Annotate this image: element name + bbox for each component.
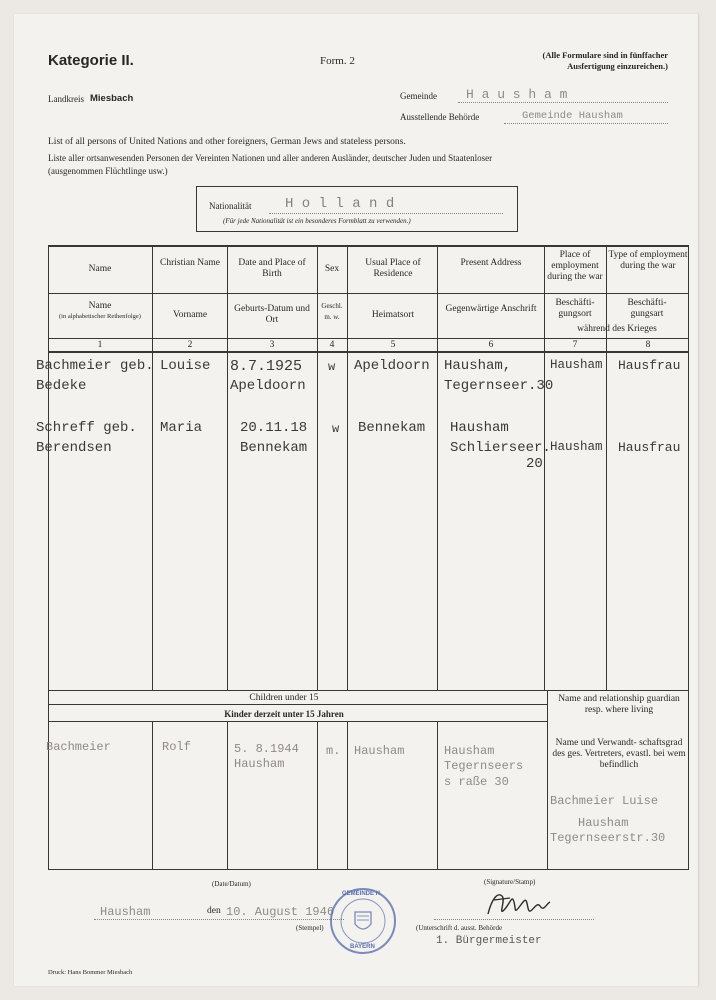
col-num-2: 2 xyxy=(187,340,193,350)
guardian-header-en: Name and relationship guardian resp. where living xyxy=(558,694,680,715)
row2-address-1: Hausham xyxy=(450,420,509,436)
during-war-label: während des Krieges xyxy=(577,324,657,334)
col-header-christian-name: Christian Name xyxy=(160,258,220,268)
signature-mark xyxy=(484,888,554,922)
col-de-address: Gegenwärtige Anschrift xyxy=(445,304,537,314)
col-de-name-note: (in alphabetischer Reihenfolge) xyxy=(59,313,141,320)
col-de-sex: Geschl. m. w. xyxy=(321,302,343,322)
official-stamp xyxy=(328,886,398,956)
nationality-note: (Für jede Nationalität ist ein besonderes Formblatt zu verwenden.) xyxy=(223,217,411,225)
child-sex: m. xyxy=(326,744,341,758)
col-header-residence: Usual Place of Residence xyxy=(365,258,421,279)
col-num-6: 6 xyxy=(488,340,494,350)
row2-name-1: Schreff geb. xyxy=(36,420,137,436)
row1-name-1: Bachmeier geb. xyxy=(36,358,154,374)
nationality-box xyxy=(196,186,518,232)
row1-employment-type: Hausfrau xyxy=(618,358,681,373)
date-label: (Date/Datum) xyxy=(212,880,251,888)
col-header-address: Present Address xyxy=(460,258,522,268)
behoerde-label: Ausstellende Behörde xyxy=(400,112,480,122)
col-num-3: 3 xyxy=(269,340,275,350)
copies-note-2: Ausfertigung einzureichen.) xyxy=(567,61,668,71)
row1-address-1: Hausham, xyxy=(444,358,512,374)
copies-note-1: (Alle Formulare sind in fünffacher xyxy=(542,50,668,60)
footer-date-value: 10. August 1946 xyxy=(226,905,335,919)
guardian-address-2: Tegernseerstr.30 xyxy=(550,831,666,845)
stamp-text-bottom: BAYERN xyxy=(350,944,375,950)
col-num-7: 7 xyxy=(572,340,578,350)
row2-employment-place: Hausham xyxy=(550,440,603,454)
form-number: Form. 2 xyxy=(320,55,355,67)
landkreis-label: Landkreis xyxy=(48,94,84,104)
child-name: Bachmeier xyxy=(46,740,111,754)
description-en: List of all persons of United Nations and other foreigners, German Jews and stateless persons. xyxy=(48,137,406,147)
row2-name-2: Berendsen xyxy=(36,440,112,456)
col-header-sex: Sex xyxy=(324,264,340,274)
col-de-employment-type: Beschäfti- gungsart xyxy=(627,298,667,319)
landkreis-value: Miesbach xyxy=(90,93,134,104)
row1-birth-place: Apeldoorn xyxy=(230,378,306,394)
guardian-header-de: Name und Verwandt- schaftsgrad des ges. Vertreters, evastl. bei wem befindlich xyxy=(552,738,686,770)
row1-name-2: Bedeke xyxy=(36,378,87,394)
gemeinde-value: H a u s h a m xyxy=(466,87,568,102)
row2-birth-date: 20.11.18 xyxy=(240,420,308,436)
children-title-de: Kinder derzeit unter 15 Jahren xyxy=(224,709,344,719)
row1-employment-place: Hausham xyxy=(550,358,603,372)
child-first-name: Rolf xyxy=(162,740,191,754)
col-header-employment-type: Type of employment during the war xyxy=(608,250,688,271)
col-de-residence: Heimatsort xyxy=(371,310,415,320)
mayor-title: 1. Bürgermeister xyxy=(436,935,542,947)
row2-first-name: Maria xyxy=(160,420,203,436)
row2-employment-type: Hausfrau xyxy=(618,440,681,455)
row1-first-name: Louise xyxy=(160,358,211,374)
col-de-name: Name xyxy=(88,301,112,311)
col-de-birth: Geburts-Datum und Ort xyxy=(234,304,310,325)
row2-residence: Bennekam xyxy=(358,420,426,436)
row2-address-3: 20 xyxy=(526,456,543,472)
row2-sex: w xyxy=(332,422,340,436)
child-address-3: s raße 30 xyxy=(444,775,509,789)
description-de-1: Liste aller ortsanwesenden Personen der Vereinten Nationen und aller anderen Ausländer, deutscher Juden und Staatenloser xyxy=(48,153,493,163)
row1-residence: Apeldoorn xyxy=(354,358,430,374)
children-title-en: Children under 15 xyxy=(249,693,319,703)
form-sheet xyxy=(14,14,699,986)
nationality-label: Nationalität xyxy=(209,201,252,211)
description-de-2: (ausgenommen Flüchtlinge usw.) xyxy=(48,166,168,176)
col-de-vorname: Vorname xyxy=(172,310,208,320)
footer-place: Hausham xyxy=(100,905,151,919)
row2-address-2: Schlierseer. xyxy=(450,440,551,456)
printer-note: Druck: Hans Bommer Miesbach xyxy=(48,969,133,976)
row1-birth-date: 8.7.1925 xyxy=(230,358,303,375)
kategorie-title: Kategorie II. xyxy=(48,52,134,69)
guardian-address-1: Hausham xyxy=(578,816,629,830)
col-header-name: Name xyxy=(88,264,112,274)
child-address-1: Hausham xyxy=(444,744,495,758)
row1-sex: w xyxy=(328,360,336,374)
row1-address-2: Tegernseer.30 xyxy=(444,378,554,394)
child-birth-place: Hausham xyxy=(234,757,285,771)
child-residence: Hausham xyxy=(354,744,405,758)
col-num-5: 5 xyxy=(390,340,396,350)
stamp-text-top: GEMEINDE H xyxy=(342,891,381,897)
authority-signature-label: (Unterschrift d. ausst. Behörde xyxy=(416,924,503,932)
col-num-8: 8 xyxy=(645,340,651,350)
signature-label: (Signature/Stamp) xyxy=(484,878,536,886)
nationality-value: H o l l a n d xyxy=(285,196,395,212)
footer-den: den xyxy=(207,906,221,916)
col-header-employment-place: Place of employment during the war xyxy=(547,250,603,282)
col-num-1: 1 xyxy=(97,340,103,350)
col-num-4: 4 xyxy=(329,340,335,350)
stamp-label: (Stempel) xyxy=(296,924,324,932)
behoerde-value: Gemeinde Hausham xyxy=(522,110,623,122)
col-header-birth: Date and Place of Birth xyxy=(238,258,306,279)
child-address-2: Tegernseers xyxy=(444,759,524,773)
guardian-name: Bachmeier Luise xyxy=(550,794,659,808)
col-de-employment-place: Beschäfti- gungsort xyxy=(555,298,595,319)
gemeinde-label: Gemeinde xyxy=(400,91,437,101)
child-birth-date: 5. 8.1944 xyxy=(234,742,299,756)
row2-birth-place: Bennekam xyxy=(240,440,308,456)
